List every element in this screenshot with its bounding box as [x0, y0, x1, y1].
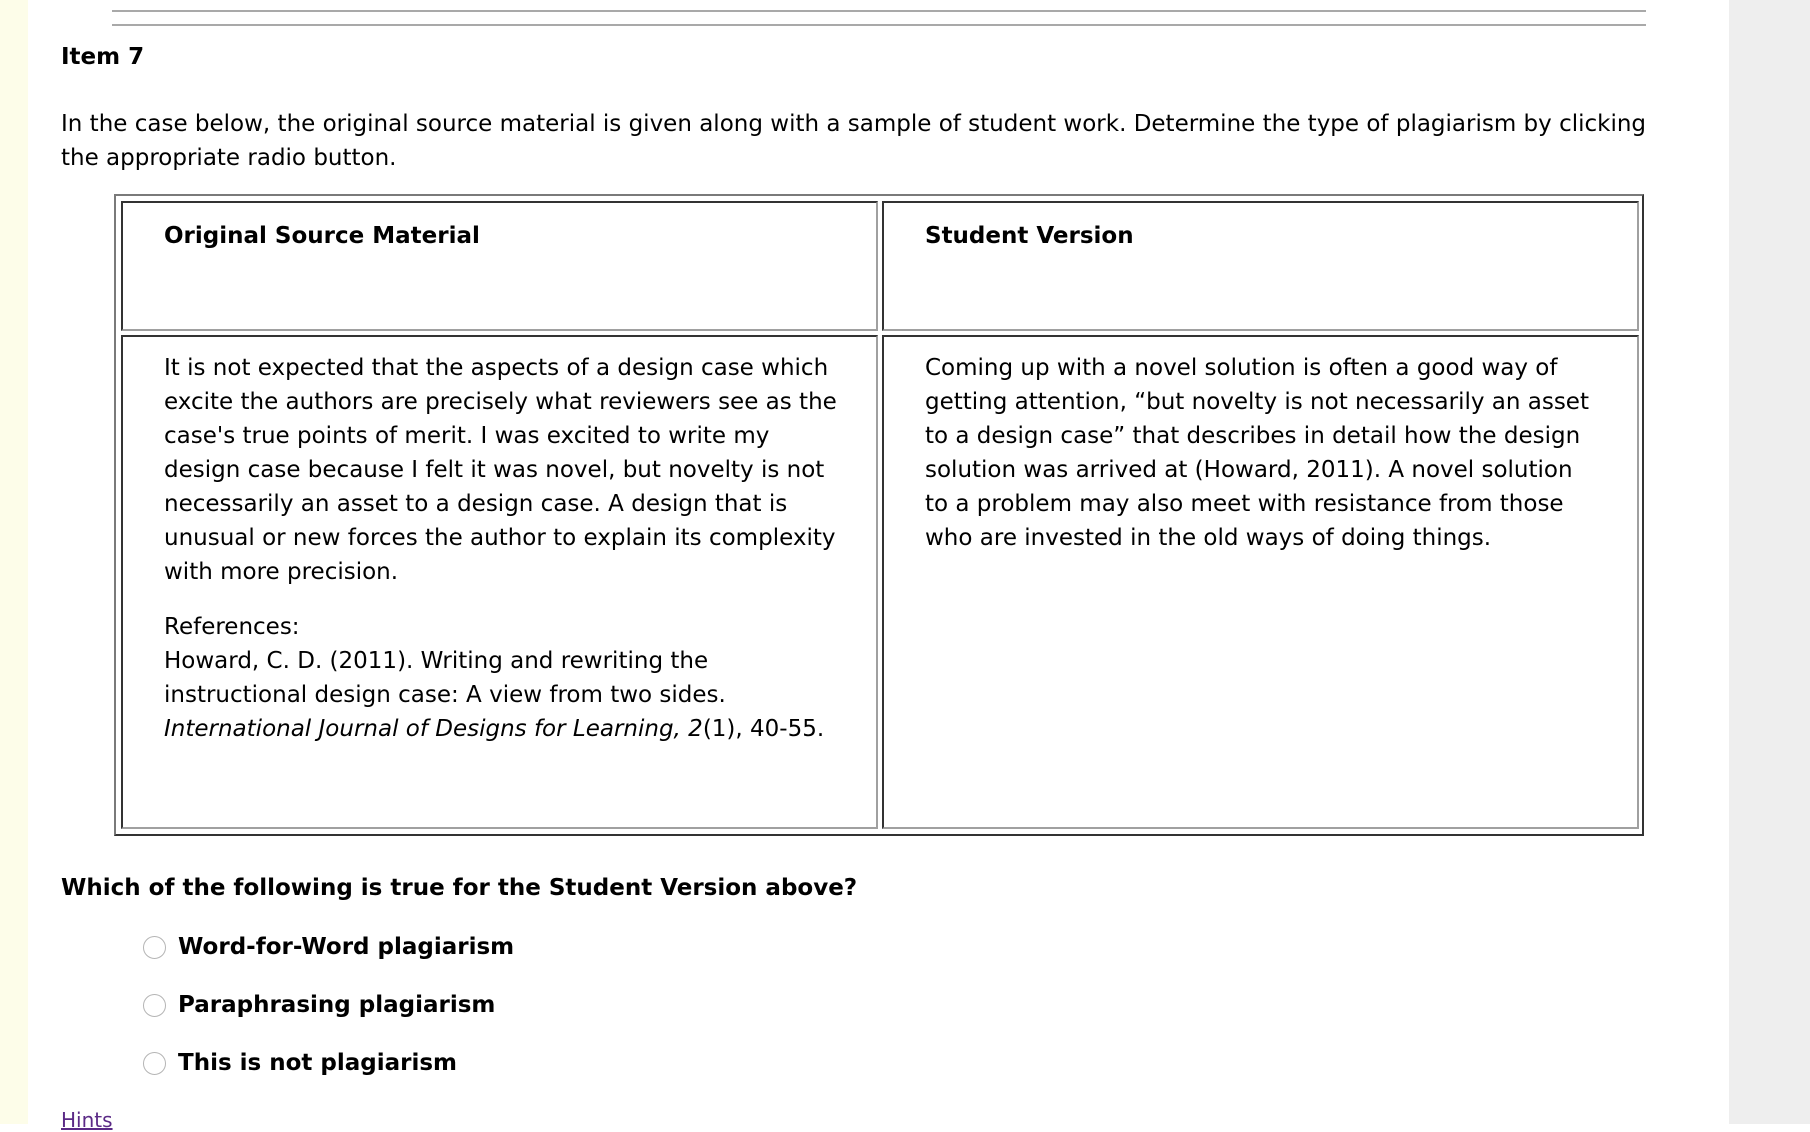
reference-journal: International Journal of Designs for Learning, 2	[164, 716, 703, 742]
option-label[interactable]: Paraphrasing plagiarism	[178, 992, 496, 1018]
original-source-content	[164, 351, 844, 746]
question-prompt: Which of the following is true for the Student Version above?	[61, 875, 858, 901]
item-title: Item 7	[61, 44, 145, 70]
student-version-cell	[882, 335, 1639, 829]
case-table	[114, 194, 1644, 836]
radio-button[interactable]	[143, 1052, 166, 1075]
option-paraphrasing[interactable]	[143, 990, 495, 1020]
hints-link[interactable]: Hints	[61, 1108, 113, 1132]
references	[164, 610, 844, 746]
instructions-text: In the case below, the original source material is given along with a sample of student work. Determine the type of plagiarism by clicking the appropriate radio button.	[61, 111, 1647, 171]
option-not-plagiarism[interactable]	[143, 1048, 457, 1078]
student-header: Student Version	[925, 223, 1134, 249]
option-label[interactable]: This is not plagiarism	[178, 1050, 458, 1076]
right-gutter	[1729, 0, 1810, 1124]
original-source-text: It is not expected that the aspects of a design case which excite the authors are precisely what reviewers see as the case's true points of merit. I was excited to write my design case because I felt it was novel, but novelty is not necessarily an asset to a design case. A design that is unusual or new forces the author to explain its complexity with more precision.	[164, 355, 837, 585]
radio-button[interactable]	[143, 994, 166, 1017]
divider-top	[112, 10, 1646, 12]
reference-citation-tail: (1), 40-55.	[702, 716, 825, 742]
divider-bottom	[112, 24, 1646, 26]
radio-button[interactable]	[143, 936, 166, 959]
option-label[interactable]: Word-for-Word plagiarism	[178, 934, 515, 960]
references-label: References:	[164, 614, 300, 640]
option-word-for-word[interactable]	[143, 932, 514, 962]
original-header: Original Source Material	[164, 223, 480, 249]
original-header-cell	[121, 201, 878, 331]
original-source-cell	[121, 335, 878, 829]
reference-citation: Howard, C. D. (2011). Writing and rewriting the instructional design case: A view from two sides.	[164, 648, 726, 708]
student-header-cell	[882, 201, 1639, 331]
student-version-text: Coming up with a novel solution is often a good way of getting attention, “but novelty is not necessarily an asset to a design case” that describes in detail how the design solution was arrived at (Howard, 2011). A novel solution to a problem may also meet with resistance from those who are invested in the old ways of doing things.	[925, 355, 1589, 551]
